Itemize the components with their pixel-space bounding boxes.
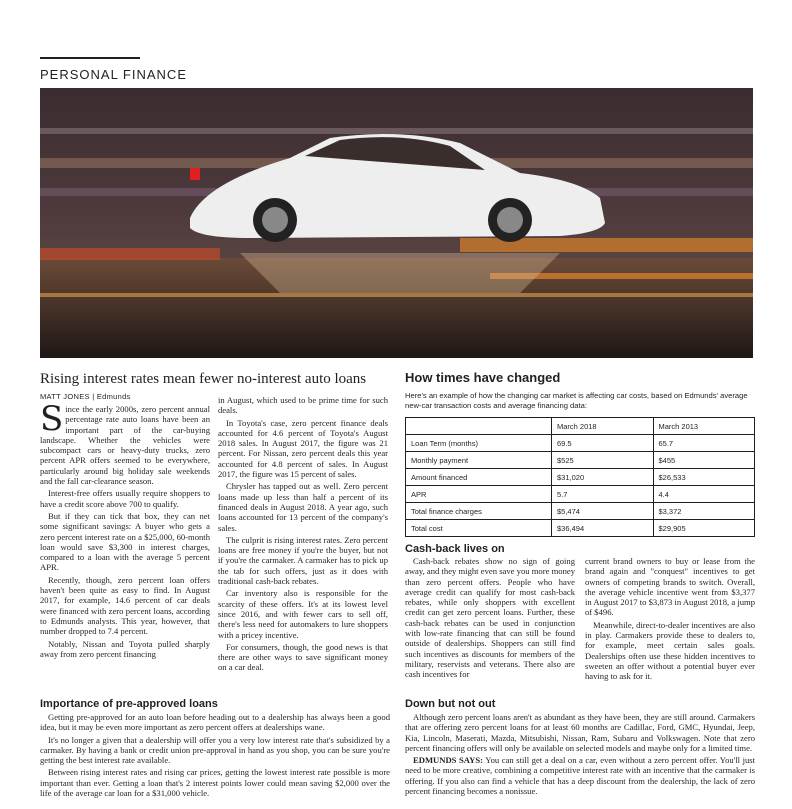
paragraph: Meanwhile, direct-to-dealer incentives are also in play. Carmakers provide these to dealers to, for example, meet certain sales goals. Dealerships often use these hidden incentives to sweeten an offer without a potential buyer ever having to ask for it. [585, 619, 755, 682]
table-row: Total finance charges $5,474 $3,372 [406, 503, 755, 520]
cashback-heading: Cash-back lives on [405, 543, 505, 555]
table-row: Loan Term (months) 69.5 65.7 [406, 435, 755, 452]
cashback-column-b [585, 556, 755, 684]
car-photo [40, 88, 753, 358]
preapproved-body [40, 712, 390, 800]
paragraph: It's no longer a given that a dealership will offer you a very low interest rate that's subsidized by a carmaker. By having a bank or credit union pre-approval in hand as you shop, you can be sure you're getting the best interest rate available. [40, 734, 390, 766]
comparison-table [405, 417, 755, 537]
table-row: APR 5.7 4.4 [406, 486, 755, 503]
paragraph: Interest-free offers usually require shoppers to have a credit score above 700 to qualify. [40, 488, 210, 509]
paragraph: The culprit is rising interest rates. Zero percent loans are free money if you're the buyer, but not if you're the carmaker. A carmaker has to pick up the tab for such offers, just as it does with traditional cash-back rebates. [218, 534, 388, 587]
paragraph: Between rising interest rates and rising car prices, getting the lowest interest rate possible is more important than ever. Getting a loan that's 2 interest points lower could mean saving $2,000 over the life of the average car loan for a $31,000 vehicle. [40, 767, 390, 799]
paragraph: Chrysler has tapped out as well. Zero percent loans made up less than half a percent of its financed deals in August 2018. A year ago, such loans accounted for 13 percent of the company's sales. [218, 481, 388, 533]
paragraph: For consumers, though, the good news is that there are other ways to save significant money on a car deal. [218, 641, 388, 673]
paragraph: Car inventory also is responsible for the scarcity of these offers. It's at its lowest level since 2016, and with fewer cars to sell off, there's less need for automakers to lure shoppers with a pricey incentive. [218, 588, 388, 640]
lead-paragraph: Since the early 2000s, zero percent annual percentage rate auto loans have been an important part of the car-buying landscape. Whether the vehicles were subcompact cars or heavy-duty trucks, zero percent APR offers seemed to be everywhere, particularly around big holiday sale weekends and the fall car-clearance season. [40, 399, 210, 487]
paragraph: Notably, Nissan and Toyota pulled sharply away from zero percent financing [40, 638, 210, 659]
sub-headline: Rising interest rates mean fewer no-interest auto loans [40, 371, 367, 387]
table-header-cell [406, 418, 552, 435]
paragraph: Recently, though, zero percent loan offers haven't been quite as easy to find. In August 2017, for example, 14.6 percent of car deals were financed with zero percent loans, according to Edmunds analysts. This year, however, that number dropped to 7.4 percent. [40, 574, 210, 637]
paragraph: But if they can tick that box, they can net some significant savings: A buyer who gets a zero percent interest rate on a $25,000, 60-month loan would save $3,300 in interest charges, compared to a loan with the average 5 percent APR. [40, 510, 210, 573]
preapproved-heading: Importance of pre-approved loans [40, 698, 218, 710]
table-header-cell: March 2013 [653, 418, 755, 435]
down-heading: Down but not out [405, 698, 496, 710]
section-rule [40, 57, 140, 59]
table-intro: Here's an example of how the changing car market is affecting car costs, based on Edmunds' average new-car transaction costs and average financing data: [405, 391, 748, 410]
drop-cap: S [40, 399, 64, 439]
table-header-cell: March 2018 [552, 418, 654, 435]
down-body [405, 712, 755, 798]
table-row: Total cost $36,494 $29,905 [406, 520, 755, 537]
hero-image [40, 88, 753, 358]
article-column-2 [218, 395, 388, 675]
table-header-row [406, 418, 755, 435]
paragraph: Although zero percent loans aren't as abundant as they have been, they are still around. Carmakers that are offering zero percent loans for at least 60 months are Cadillac, Ford, GMC, Hyundai, Jeep, Kia, Lincoln, Maserati, Mazda, Mitsubishi, Nissan, Ram, Subaru and Volkswagen. Note that zero percent financing offers will only be available on selected models and maybe only for a limited time. [405, 712, 755, 753]
edmunds-says: EDMUNDS SAYS: You can still get a deal on a car, even without a zero percent offer. You'll just need to be more creative, combining a competitive interest rate with an incentive that the carmaker is offering. If you also can find a vehicle that has a deep discount from the dealership, the lack of zero percent financing becomes a nonissue. [405, 755, 755, 797]
paragraph: in August, which used to be prime time for such deals. [218, 395, 388, 416]
edmunds-says-label: EDMUNDS SAYS: [413, 755, 484, 766]
table-heading: How times have changed [405, 370, 561, 385]
paragraph: Cash-back rebates show no sign of going away, and they might even save you more money than zero percent offers. People who have average credit can qualify for most cash-back rebates, while only shoppers with excellent credit can get zero percent loans. Further, these cash-back rebates can be used in conjunction with low-rate financing that can still be found outside of dealerships. Shoppers can still find such incentives as discounts for members of the military, reservists and veterans. There also are cash incentives for [405, 556, 575, 680]
byline: MATT JONES | Edmunds [40, 392, 131, 401]
paragraph: current brand owners to buy or lease from the brand again and "conquest" incentives to get owners of competing brands to switch. Overall, the average vehicle incentive went from $3,377 in August 2017 to $3,873 in August 2018, a jump of $496. [585, 556, 755, 618]
article-column-1 [40, 399, 210, 661]
cashback-column-a [405, 556, 575, 682]
paragraph: In Toyota's case, zero percent finance deals accounted for 4.6 percent of Toyota's August 2018 sales. In August 2017, the figure was 21 percent. For Nissan, zero percent deals this year accounted for 4.8 percent of sales. In August 2017, the figure was 15 percent of sales. [218, 417, 388, 480]
table-row: Amount financed $31,020 $26,533 [406, 469, 755, 486]
section-label: PERSONAL FINANCE [40, 67, 187, 82]
table-row: Monthly payment $525 $455 [406, 452, 755, 469]
paragraph: Getting pre-approved for an auto loan before heading out to a dealership has always been a good idea, but it may be even more important as zero percent offers at dealerships wane. [40, 712, 390, 733]
